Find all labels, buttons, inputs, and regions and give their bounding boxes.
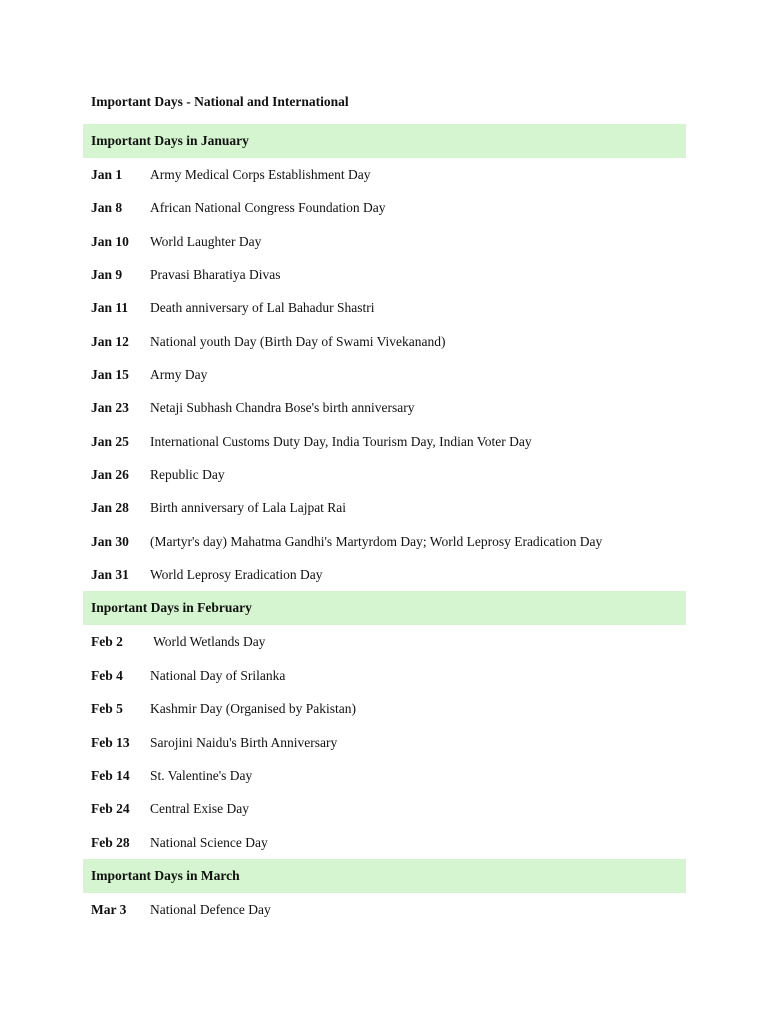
date-cell: Jan 28 bbox=[91, 500, 129, 516]
important-days-table bbox=[83, 124, 686, 926]
event-cell: St. Valentine's Day bbox=[150, 767, 253, 783]
event-cell: Republic Day bbox=[150, 467, 225, 483]
date-cell: Feb 14 bbox=[91, 767, 130, 783]
event-cell: National Day of Srilanka bbox=[150, 667, 286, 683]
date-cell: Feb 5 bbox=[91, 701, 123, 717]
section-header: Important Days in January bbox=[83, 124, 686, 158]
date-cell: Feb 24 bbox=[91, 801, 130, 817]
table-row bbox=[83, 491, 686, 524]
table-row bbox=[83, 692, 686, 725]
event-cell: Sarojini Naidu's Birth Anniversary bbox=[150, 734, 338, 750]
event-cell: Pravasi Bharatiya Divas bbox=[150, 267, 281, 283]
date-cell: Jan 30 bbox=[91, 533, 129, 549]
table-row bbox=[83, 158, 686, 191]
date-cell: Mar 3 bbox=[91, 901, 127, 917]
event-cell: Death anniversary of Lal Bahadur Shastri bbox=[150, 300, 375, 316]
date-cell: Jan 31 bbox=[91, 567, 129, 583]
event-cell: World Leprosy Eradication Day bbox=[150, 567, 323, 583]
table-row bbox=[83, 659, 686, 692]
date-cell: Jan 10 bbox=[91, 233, 129, 249]
date-cell: Feb 4 bbox=[91, 667, 123, 683]
section-header: Inportant Days in February bbox=[83, 591, 686, 625]
table-row bbox=[83, 558, 686, 591]
table-row bbox=[83, 391, 686, 424]
date-cell: Jan 11 bbox=[91, 300, 129, 316]
event-cell: (Martyr's day) Mahatma Gandhi's Martyrdom Day; World Leprosy Eradication Day bbox=[150, 533, 603, 549]
table-row bbox=[83, 726, 686, 759]
date-cell: Jan 25 bbox=[91, 433, 129, 449]
event-cell: Army Medical Corps Establishment Day bbox=[150, 167, 371, 182]
table-row bbox=[83, 425, 686, 458]
document-title: Important Days - National and International bbox=[91, 94, 349, 109]
table-row bbox=[83, 358, 686, 391]
table-row bbox=[83, 792, 686, 825]
event-cell: Birth anniversary of Lala Lajpat Rai bbox=[150, 500, 347, 516]
event-cell: Central Exise Day bbox=[150, 801, 249, 817]
event-cell: Kashmir Day (Organised by Pakistan) bbox=[150, 701, 356, 717]
date-cell: Jan 26 bbox=[91, 467, 129, 483]
event-cell: Netaji Subhash Chandra Bose's birth anniversary bbox=[150, 400, 415, 416]
table-row bbox=[83, 525, 686, 558]
table-row bbox=[83, 893, 686, 926]
table-row bbox=[83, 325, 686, 358]
date-cell: Feb 28 bbox=[91, 834, 130, 850]
date-cell: Feb 2 bbox=[91, 634, 123, 650]
table-row bbox=[83, 826, 686, 859]
date-cell: Feb 13 bbox=[91, 734, 130, 750]
event-cell: National Defence Day bbox=[150, 901, 271, 917]
event-cell: African National Congress Foundation Day bbox=[150, 200, 386, 216]
date-cell: Jan 15 bbox=[91, 367, 129, 383]
date-cell: Jan 1 bbox=[91, 167, 123, 182]
event-cell: International Customs Duty Day, India Tourism Day, Indian Voter Day bbox=[150, 433, 532, 449]
date-cell: Jan 8 bbox=[91, 200, 123, 216]
event-cell: World Wetlands Day bbox=[150, 634, 266, 650]
date-cell: Jan 12 bbox=[91, 333, 129, 349]
table-row bbox=[83, 291, 686, 324]
table-row bbox=[83, 258, 686, 291]
table-row bbox=[83, 191, 686, 224]
date-cell: Jan 9 bbox=[91, 267, 123, 283]
event-cell: World Laughter Day bbox=[150, 233, 262, 249]
table-row bbox=[83, 458, 686, 491]
table-row bbox=[83, 625, 686, 658]
event-cell: National youth Day (Birth Day of Swami Vivekanand) bbox=[150, 333, 446, 349]
event-cell: National Science Day bbox=[150, 834, 268, 850]
date-cell: Jan 23 bbox=[91, 400, 129, 416]
section-header: Important Days in March bbox=[83, 859, 686, 893]
event-cell: Army Day bbox=[150, 367, 208, 383]
table-row bbox=[83, 759, 686, 792]
table-row bbox=[83, 225, 686, 258]
